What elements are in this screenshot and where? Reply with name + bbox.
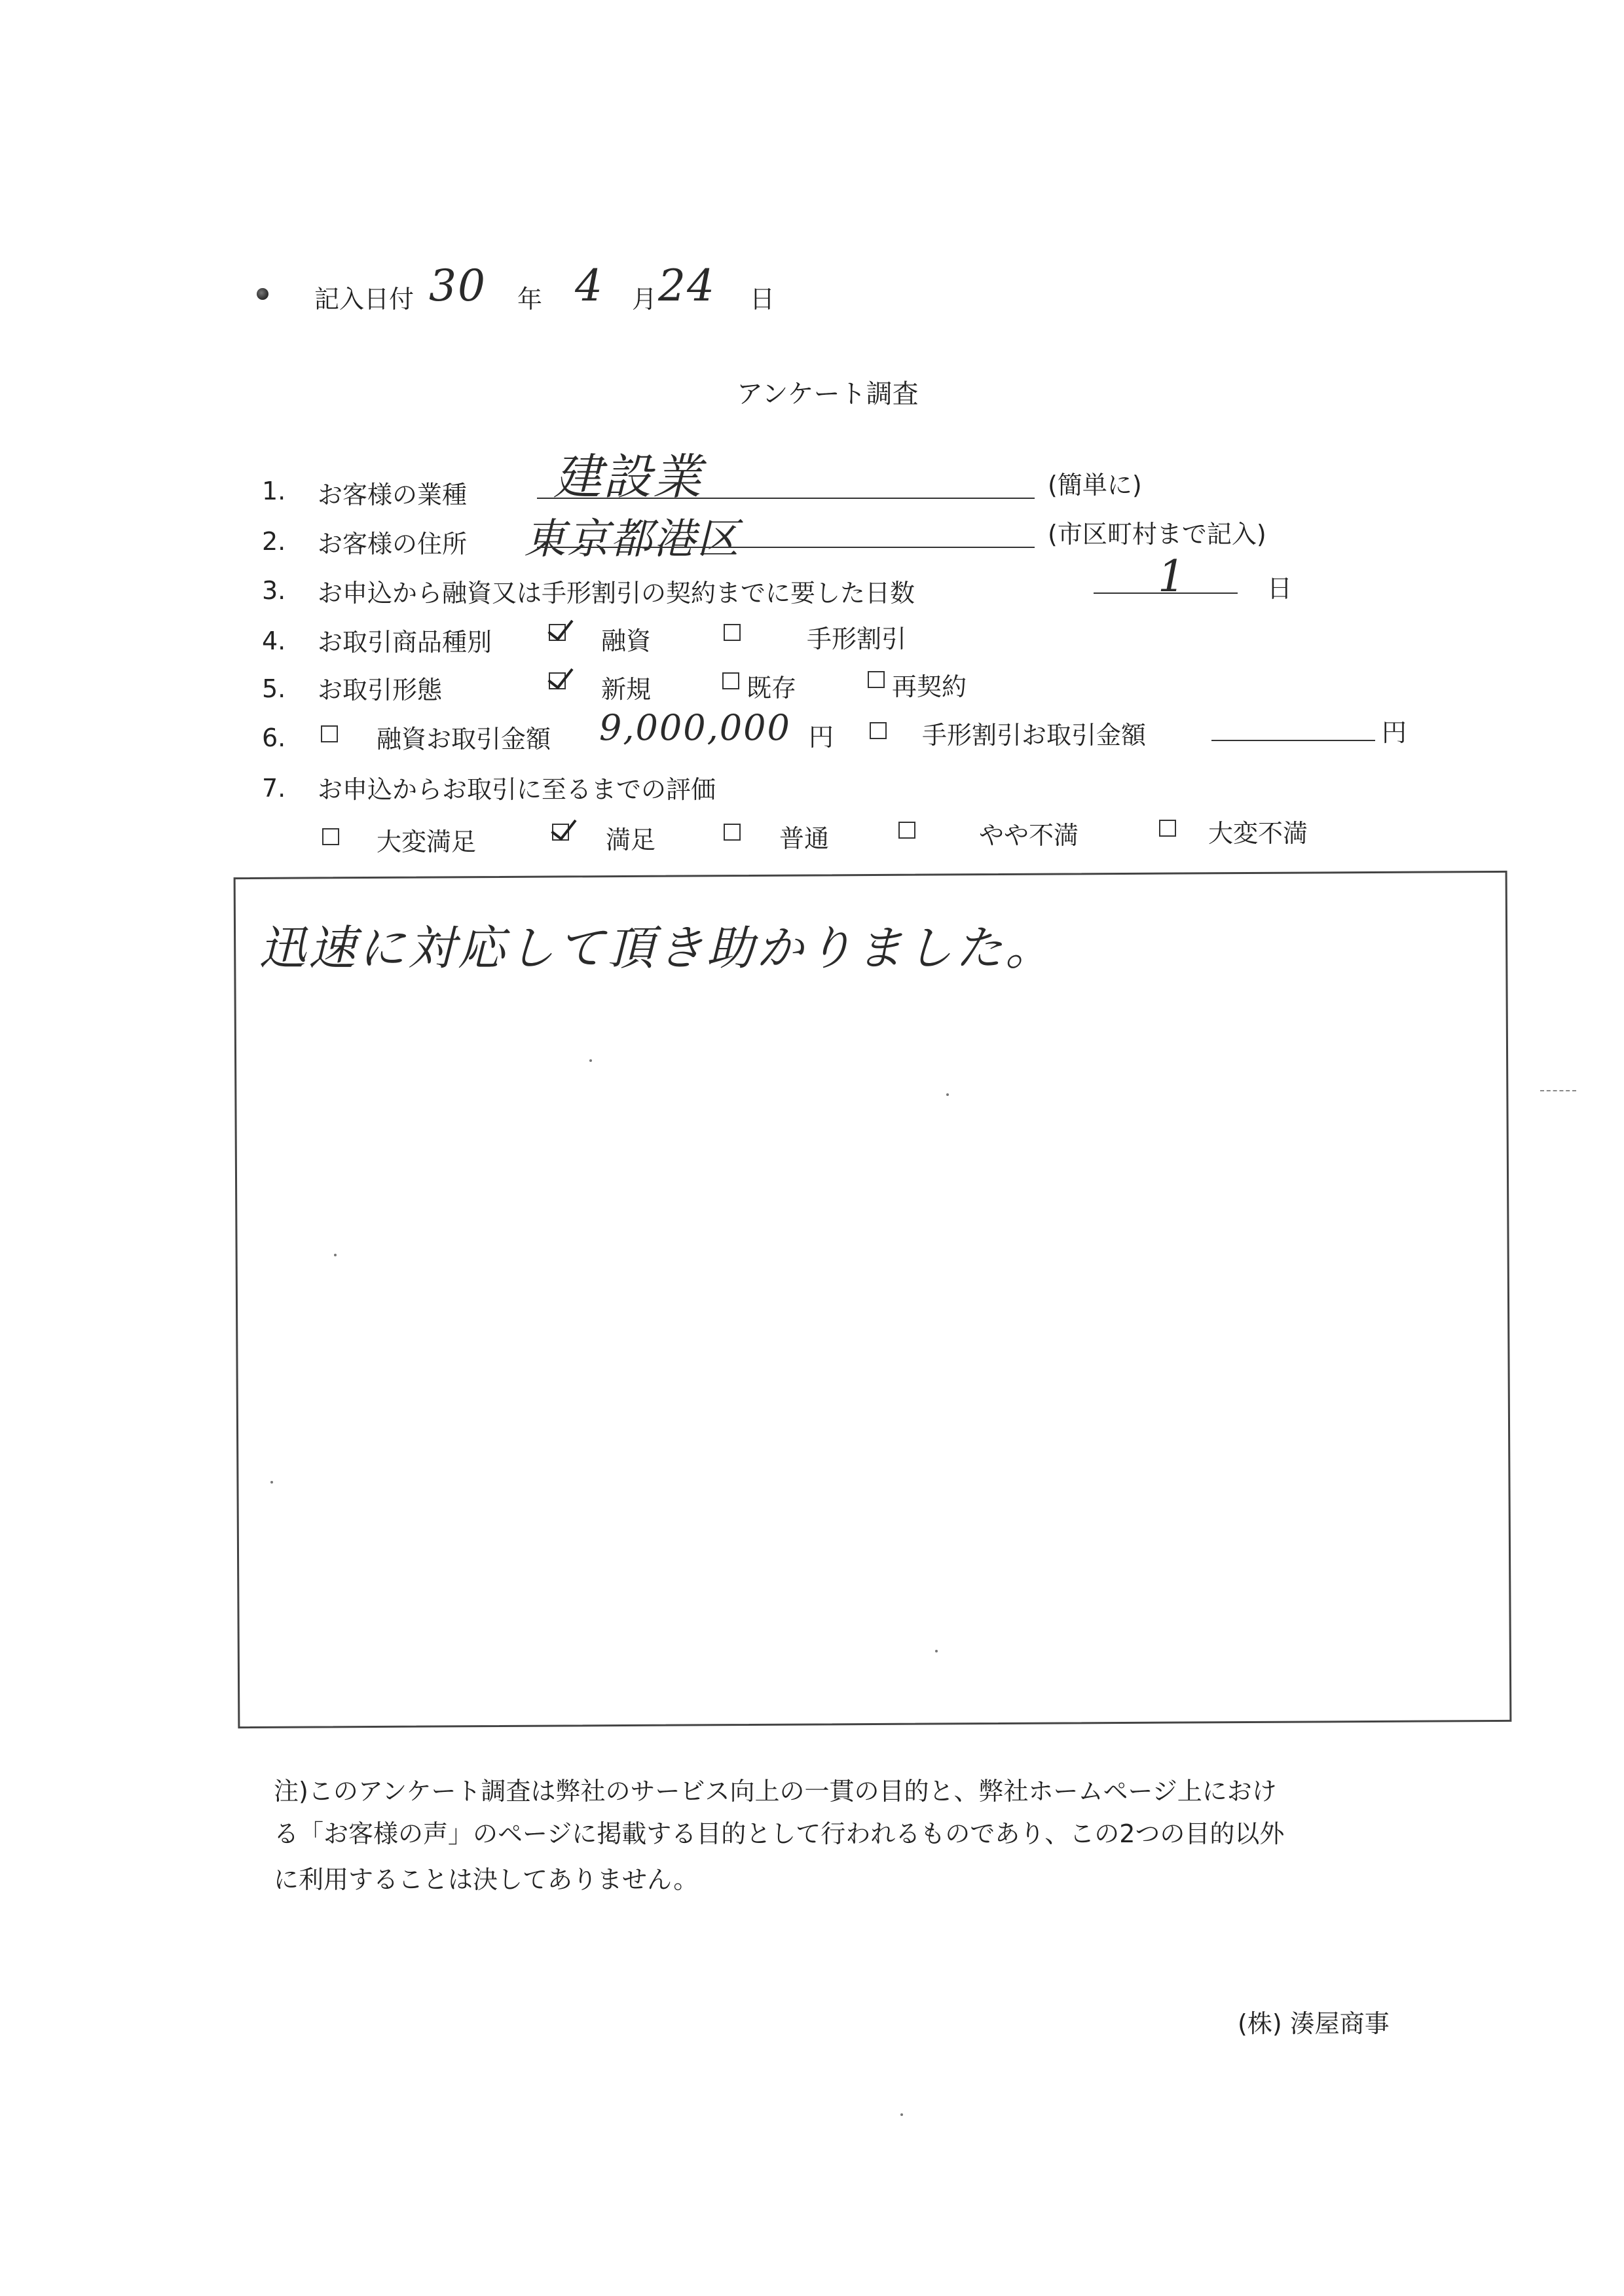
q5-option-new-label: 新規 <box>601 675 652 704</box>
q7-label: お申込からお取引に至るまでの評価 <box>318 775 716 804</box>
comment-text: 迅速に対応して頂き助かりました。 <box>259 920 1056 975</box>
q6-bill-checkbox[interactable] <box>870 722 887 739</box>
year-value: 30 <box>429 261 487 311</box>
q1-answer-line <box>537 498 1035 499</box>
year-unit: 年 <box>517 285 543 314</box>
q5-option-renewal-label: 再契約 <box>892 672 967 701</box>
scan-speck <box>935 1650 938 1652</box>
q7-number: 7. <box>262 774 286 803</box>
footnote-line-3: に利用することは決してありません。 <box>274 1865 699 1894</box>
company-name: (株) 湊屋商事 <box>1238 2009 1390 2038</box>
q4-option-loan[interactable] <box>549 624 566 641</box>
q2-note: (市区町村まで記入) <box>1048 520 1266 549</box>
checkbox-icon[interactable] <box>322 828 339 845</box>
q6-loan-unit: 円 <box>809 723 834 752</box>
page-title: アンケート調査 <box>737 379 919 409</box>
q4-label: お取引商品種別 <box>318 628 492 657</box>
checkbox-icon[interactable] <box>898 822 915 839</box>
binder-hole-mark <box>257 288 268 300</box>
q4-option-loan-label: 融資 <box>601 627 652 655</box>
q5-label: お取引形態 <box>318 676 443 704</box>
q1-note: (簡単に) <box>1048 471 1142 500</box>
checkbox-icon[interactable] <box>321 725 338 742</box>
q6-bill-unit: 円 <box>1382 718 1407 747</box>
q2-number: 2. <box>262 527 286 556</box>
q7-option-very-dissatisfied-label: 大変不満 <box>1208 819 1308 848</box>
q6-bill-label: 手形割引お取引金額 <box>922 721 1147 750</box>
date-label: 記入日付 <box>314 285 415 314</box>
scan-speck <box>900 2113 903 2116</box>
scan-mark <box>1540 1090 1576 1091</box>
q1-label: お客様の業種 <box>318 481 468 509</box>
checkbox-icon[interactable] <box>724 824 741 841</box>
q5-number: 5. <box>262 674 286 703</box>
checkbox-checked-icon[interactable] <box>549 624 566 641</box>
q7-option-very-satisfied[interactable] <box>322 828 339 845</box>
month-value: 4 <box>575 261 604 311</box>
q6-loan-label: 融資お取引金額 <box>377 725 551 754</box>
scan-speck <box>334 1254 337 1256</box>
q6-loan-amount: 9,000,000 <box>599 707 791 748</box>
q3-label: お申込から融資又は手形割引の契約までに要した日数 <box>318 579 915 608</box>
q5-option-renewal[interactable] <box>868 671 885 688</box>
scan-speck <box>270 1481 273 1484</box>
q6-bill-amount-line <box>1211 740 1375 741</box>
checkbox-icon[interactable] <box>868 671 885 688</box>
q3-number: 3. <box>262 576 286 605</box>
scan-speck <box>946 1093 949 1096</box>
q4-option-bill[interactable] <box>724 624 741 641</box>
q4-option-bill-label: 手形割引 <box>807 625 907 653</box>
checkbox-icon[interactable] <box>870 722 887 739</box>
q1-answer: 建設業 <box>553 449 703 505</box>
q7-option-very-satisfied-label: 大変満足 <box>377 828 477 856</box>
q7-option-neutral-label: 普通 <box>779 824 830 853</box>
q3-unit: 日 <box>1267 574 1293 603</box>
q5-option-existing[interactable] <box>722 672 739 689</box>
q6-number: 6. <box>262 723 286 752</box>
q2-answer-line <box>537 547 1035 548</box>
q3-answer: 1 <box>1158 551 1187 602</box>
q4-number: 4. <box>262 627 286 655</box>
checkbox-icon[interactable] <box>724 624 741 641</box>
q5-option-existing-label: 既存 <box>747 674 797 702</box>
q2-label: お客様の住所 <box>318 530 468 558</box>
scan-speck <box>589 1059 592 1062</box>
q7-option-very-dissatisfied[interactable] <box>1159 820 1176 837</box>
q7-option-satisfied[interactable] <box>552 824 569 841</box>
q2-answer: 東京都港区 <box>524 515 740 564</box>
day-unit: 日 <box>750 285 775 314</box>
checkbox-checked-icon[interactable] <box>549 672 566 689</box>
day-value: 24 <box>658 261 716 311</box>
checkbox-icon[interactable] <box>1159 820 1176 837</box>
comment-box[interactable] <box>234 871 1512 1728</box>
month-unit: 月 <box>632 285 657 314</box>
q5-option-new[interactable] <box>549 672 566 689</box>
q7-option-neutral[interactable] <box>724 824 741 841</box>
checkbox-icon[interactable] <box>722 672 739 689</box>
q1-number: 1. <box>262 477 286 505</box>
checkbox-checked-icon[interactable] <box>552 824 569 841</box>
q7-option-somewhat-dissatisfied-label: やや不満 <box>979 821 1079 850</box>
q6-loan-checkbox[interactable] <box>321 725 338 742</box>
q3-answer-line <box>1094 592 1238 594</box>
q7-option-satisfied-label: 満足 <box>606 826 656 854</box>
q7-option-somewhat-dissatisfied[interactable] <box>898 822 915 839</box>
footnote-line-2: る「お客様の声」のページに掲載する目的として行われるものであり、この2つの目的以外 <box>274 1819 1285 1848</box>
footnote-line-1: 注)このアンケート調査は弊社のサービス向上の一貫の目的と、弊社ホームページ上におけ <box>274 1777 1277 1806</box>
